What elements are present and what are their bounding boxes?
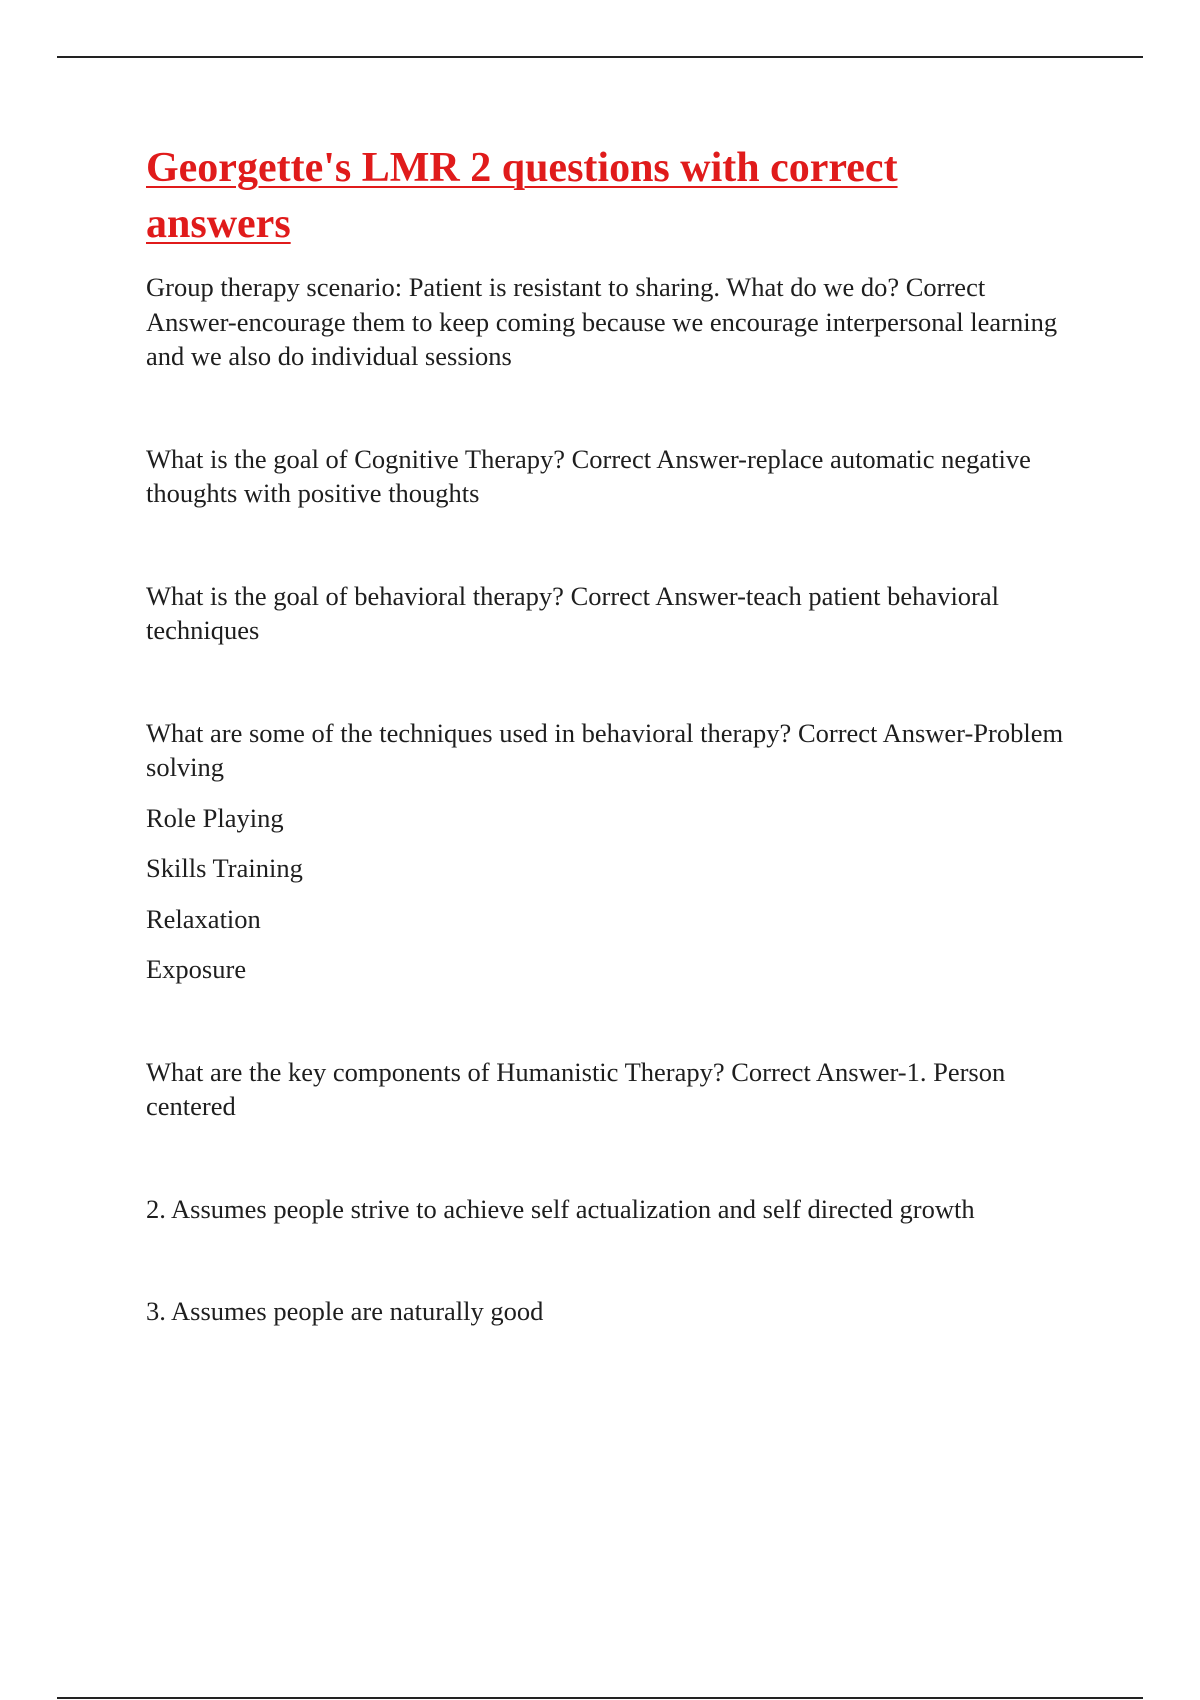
qa-behavioral-techniques: What are some of the techniques used in behavioral therapy? Correct Answer-Problem solving (146, 717, 1064, 782)
document-body (146, 140, 1076, 1329)
document-title: Georgette's LMR 2 questions with correct answers (146, 145, 898, 247)
top-rule (57, 56, 1143, 58)
list-item: Role Playing (146, 802, 284, 833)
humanistic-point-2: 2. Assumes people strive to achieve self actualization and self directed growth (146, 1193, 975, 1224)
qa-behavioral-therapy-goal: What is the goal of behavioral therapy? Correct Answer-teach patient behavioral techniques (146, 580, 1000, 645)
qa-group-therapy: Group therapy scenario: Patient is resistant to sharing. What do we do? Correct Answer-encourage them to keep coming because we encourage interpersonal learning and we also do individual sessions (146, 272, 1058, 371)
bottom-rule (57, 1697, 1143, 1699)
qa-humanistic-therapy: What are the key components of Humanistic Therapy? Correct Answer-1. Person centered (146, 1056, 1006, 1121)
list-item: Relaxation (146, 903, 261, 934)
list-item: Exposure (146, 954, 247, 984)
humanistic-point-3: 3. Assumes people are naturally good (146, 1296, 544, 1326)
list-item: Skills Training (146, 853, 303, 883)
qa-cognitive-therapy: What is the goal of Cognitive Therapy? Correct Answer-replace automatic negative thoughts with positive thoughts (146, 443, 1031, 508)
